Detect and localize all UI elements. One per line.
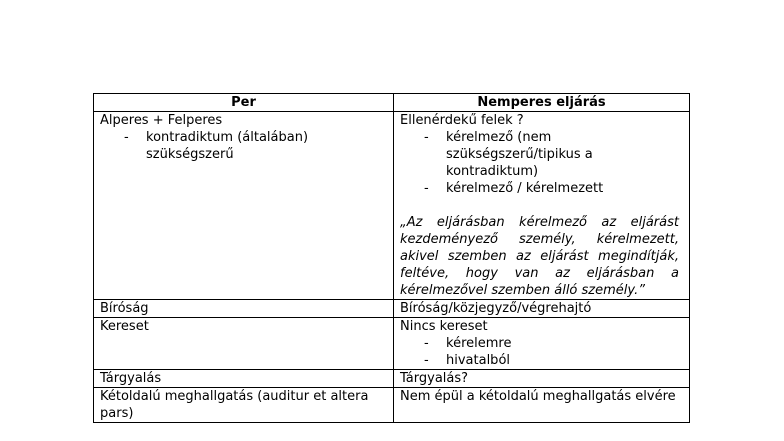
- list-item: [400, 129, 683, 180]
- dash-bullet-icon: -: [424, 181, 429, 196]
- cell-left: Kétoldalú meghallgatás (auditur et altera pars): [94, 388, 394, 423]
- dash-bullet-icon: -: [424, 130, 429, 145]
- cell-text: Ellenérdekű felek ?: [400, 113, 524, 128]
- definition-quote: „Az eljárásban kérelmező az eljárást kezdeményező személy, kérelmezett, akivel szemben az eljárást megindítják, feltéve, hogy van az eljárásban a kérelmezővel szemben álló személy.”: [400, 215, 679, 298]
- cell-right: [394, 318, 690, 370]
- table-row: [94, 370, 690, 388]
- header-per: Per: [94, 94, 394, 112]
- cell-left: [94, 112, 394, 300]
- cell-text: Alperes + Felperes: [100, 113, 223, 128]
- bullet-list: [400, 335, 683, 369]
- cell-left: Bíróság: [94, 300, 394, 318]
- bullet-list: [400, 129, 683, 197]
- list-item: [400, 180, 683, 197]
- bullet-list: [100, 129, 387, 163]
- table-row: [94, 318, 690, 370]
- cell-right: Nem épül a kétoldalú meghallgatás elvére: [394, 388, 690, 423]
- table-header-row: [94, 94, 690, 112]
- cell-left: Tárgyalás: [94, 370, 394, 388]
- list-item-text: kérelmező (nem szükségszerű/tipikus a kontradiktum): [446, 130, 593, 179]
- dash-bullet-icon: -: [424, 336, 429, 351]
- list-item-text: kérelemre: [446, 336, 512, 351]
- list-item: [400, 352, 683, 369]
- list-item-text: hivatalból: [446, 353, 511, 368]
- cell-right: Tárgyalás?: [394, 370, 690, 388]
- list-item-text: kontradiktum (általában) szükségszerű: [146, 130, 309, 162]
- list-item: [100, 129, 387, 163]
- list-item-text: kérelmező / kérelmezett: [446, 181, 604, 196]
- cell-text: Nincs kereset: [400, 319, 488, 334]
- cell-left: Kereset: [94, 318, 394, 370]
- header-nemperes: Nemperes eljárás: [394, 94, 690, 112]
- cell-right: Bíróság/közjegyző/végrehajtó: [394, 300, 690, 318]
- table-row: [94, 112, 690, 300]
- table-row: [94, 388, 690, 423]
- dash-bullet-icon: -: [424, 353, 429, 368]
- list-item: [400, 335, 683, 352]
- comparison-table: [93, 93, 690, 423]
- cell-right: [394, 112, 690, 300]
- dash-bullet-icon: -: [124, 130, 129, 145]
- table-row: [94, 300, 690, 318]
